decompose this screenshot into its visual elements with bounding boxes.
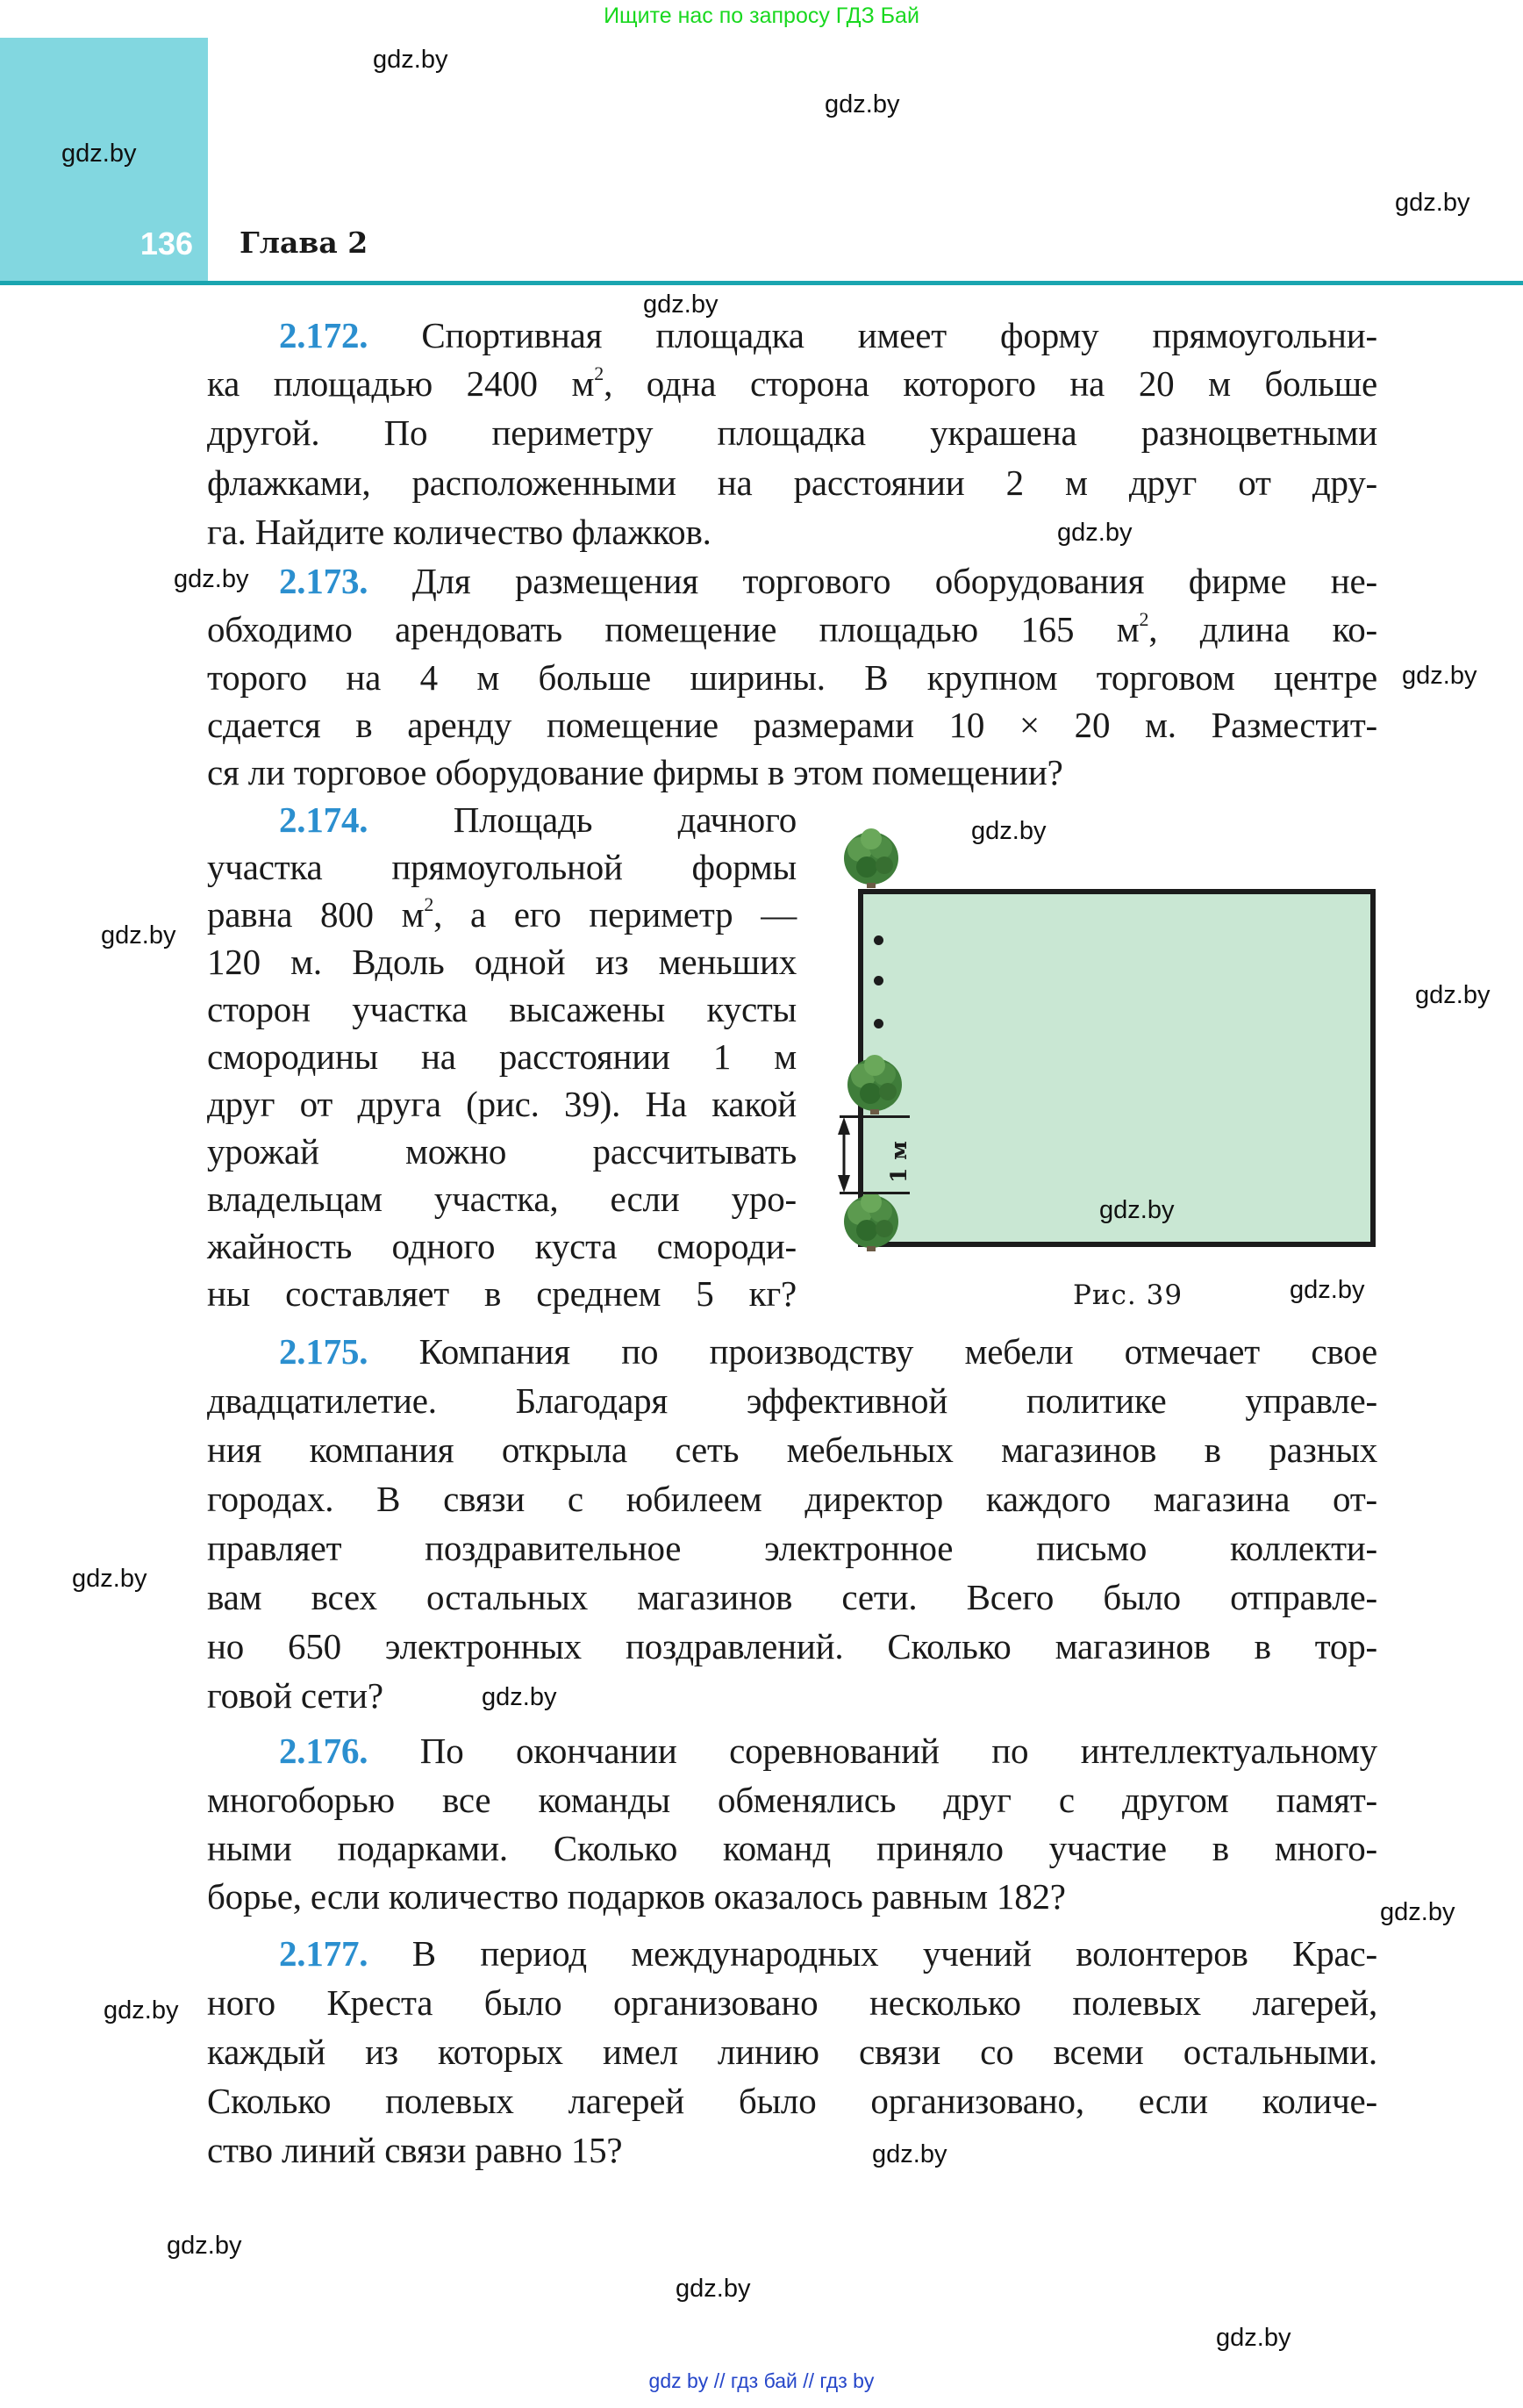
- problem-line: жайность одного куста смороди-: [207, 1226, 797, 1266]
- watermark-text: gdz.by: [1290, 1276, 1365, 1304]
- watermark-text: gdz.by: [1415, 981, 1491, 1009]
- watermark-text: gdz.by: [167, 2232, 242, 2260]
- watermark-text: gdz.by: [1216, 2324, 1291, 2352]
- header-rule: [0, 281, 1523, 285]
- problem-line: сторон участка высажены кусты: [207, 989, 797, 1029]
- watermark-text: gdz.by: [104, 1996, 179, 2025]
- problem-line: ны составляет в среднем 5 кг?: [207, 1273, 797, 1314]
- problem-line: обходимо арендовать помещение площадью 165 $м^2$, длина ко-: [207, 608, 1377, 649]
- problem-line: ся ли торговое оборудование фирмы в этом помещении?: [207, 752, 1063, 792]
- problem-line: городах. В связи с юбилеем директор каждого магазина от-: [207, 1479, 1377, 1519]
- problem-line: Сколько полевых лагерей было организовано, если количе-: [207, 2081, 1377, 2121]
- problem-line: торого на 4 м больше ширины. В крупном торговом центре: [207, 657, 1377, 698]
- problem-number: 2.176.: [279, 1731, 368, 1771]
- problem-line: флажками, расположенными на расстоянии 2 м друг от дру-: [207, 462, 1377, 503]
- watermark-text: gdz.by: [971, 817, 1047, 845]
- problem-line: ного Креста было организовано несколько полевых лагерей,: [207, 1982, 1377, 2023]
- watermark-text: gdz.by: [676, 2275, 751, 2303]
- watermark-text: gdz.by: [1402, 662, 1477, 690]
- double-arrow-icon: [834, 1117, 854, 1193]
- watermark-text: gdz.by: [61, 140, 137, 168]
- dimension-label: 1 м: [886, 1141, 912, 1183]
- watermark-text: gdz.by: [643, 290, 719, 319]
- problem-line: 2.176. По окончании соревнований по интеллектуальному: [279, 1731, 1377, 1771]
- page-number: 136: [139, 226, 193, 262]
- problem-line: говой сети?: [207, 1675, 383, 1716]
- problem-line: многоборью все команды обменялись друг с другом памят-: [207, 1780, 1377, 1820]
- problem-number: 2.174.: [279, 799, 368, 840]
- problem-line: 2.172. Спортивная площадка имеет форму прямоугольни-: [279, 315, 1377, 355]
- watermark-text: gdz.by: [482, 1683, 557, 1711]
- currant-bush-icon: [840, 823, 902, 888]
- watermark-text: gdz.by: [101, 921, 176, 950]
- problem-line: участка прямоугольной формы: [207, 847, 797, 887]
- problem-line: ство линий связи равно 15?: [207, 2130, 623, 2170]
- problem-line: но 650 электронных поздравлений. Сколько магазинов в тор-: [207, 1626, 1377, 1666]
- problem-line: двадцатилетие. Благодаря эффективной политике управле-: [207, 1380, 1377, 1421]
- currant-bush-icon: [844, 1050, 905, 1114]
- problem-line: 2.173. Для размещения торгового оборудования фирме не-: [279, 561, 1377, 601]
- problem-number: 2.173.: [279, 561, 368, 601]
- watermark-text: gdz.by: [825, 90, 900, 118]
- problem-line: ния компания открыла сеть мебельных магазинов в разных: [207, 1430, 1377, 1470]
- problem-line: равна 800 $м^2$, а его периметр —: [207, 893, 797, 935]
- search-banner[interactable]: Ищите нас по запросу ГДЗ Бай: [604, 4, 919, 28]
- watermark-text: gdz.by: [1057, 519, 1133, 547]
- problem-line: смородины на расстоянии 1 м: [207, 1036, 797, 1077]
- ellipsis-dot: [874, 935, 883, 945]
- problem-line: правляет поздравительное электронное письмо коллекти-: [207, 1528, 1377, 1568]
- problem-number: 2.172.: [279, 315, 368, 355]
- problem-line: га. Найдите количество флажков.: [207, 512, 711, 552]
- problem-number: 2.177.: [279, 1933, 368, 1974]
- problem-line: 2.174. Площадь дачного: [279, 799, 797, 840]
- problem-line: владельцам участка, если уро-: [207, 1179, 797, 1219]
- figure-caption: Рис. 39: [1073, 1279, 1183, 1311]
- watermark-text: gdz.by: [1395, 189, 1470, 217]
- problem-line: сдается в аренду помещение размерами 10 × 20 м. Разместит-: [207, 705, 1377, 745]
- problem-line: 2.175. Компания по производству мебели отмечает свое: [279, 1331, 1377, 1372]
- problem-line: ными подарками. Сколько команд приняло участие в много-: [207, 1828, 1377, 1868]
- problem-line: вам всех остальных магазинов сети. Всего было отправле-: [207, 1577, 1377, 1617]
- footer-links[interactable]: gdz by // гдз бай // гдз by: [648, 2369, 875, 2392]
- watermark-text: gdz.by: [1099, 1196, 1175, 1224]
- watermark-text: gdz.by: [174, 565, 249, 593]
- problem-line: 120 м. Вдоль одной из меньших: [207, 942, 797, 982]
- watermark-text: gdz.by: [373, 46, 448, 74]
- problem-line: 2.177. В период международных учений волонтеров Крас-: [279, 1933, 1377, 1974]
- problem-line: каждый из которых имел линию связи со всеми остальными.: [207, 2032, 1377, 2072]
- problem-line: друг от друга (рис. 39). На какой: [207, 1084, 797, 1124]
- ellipsis-dot: [874, 976, 883, 985]
- problem-line: другой. По периметру площадка украшена разноцветными: [207, 412, 1377, 453]
- watermark-text: gdz.by: [1380, 1898, 1455, 1926]
- watermark-text: gdz.by: [72, 1565, 147, 1593]
- currant-bush-icon: [840, 1186, 902, 1251]
- watermark-text: gdz.by: [872, 2140, 947, 2168]
- ellipsis-dot: [874, 1019, 883, 1028]
- garden-plot-rectangle: [858, 889, 1376, 1247]
- problem-line: урожай можно рассчитывать: [207, 1131, 797, 1172]
- problem-line: борье, если количество подарков оказалось равным 182?: [207, 1876, 1066, 1917]
- problem-line: ка площадью 2400 $м^2$, одна сторона которого на 20 м больше: [207, 362, 1378, 404]
- problem-number: 2.175.: [279, 1331, 368, 1372]
- chapter-title: Глава 2: [240, 226, 368, 260]
